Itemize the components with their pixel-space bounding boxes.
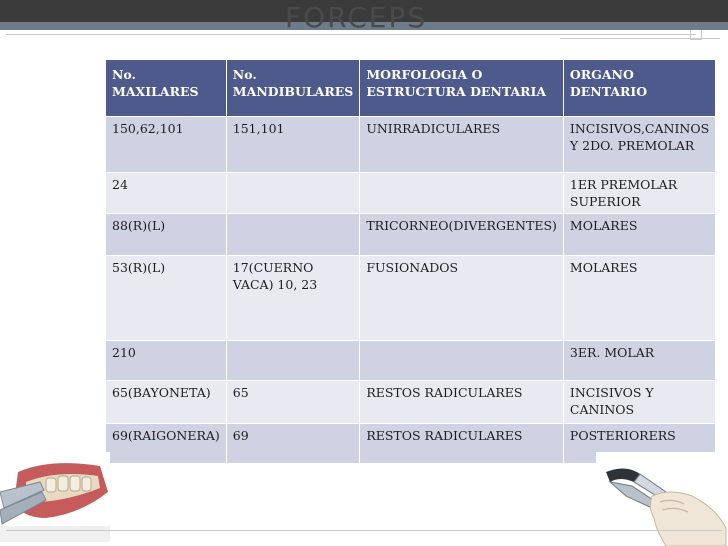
slide-title: FORCEPS bbox=[285, 1, 428, 34]
decorative-line bbox=[6, 34, 696, 35]
table-cell: 53(R)(L) bbox=[106, 255, 226, 340]
table-cell: 24 bbox=[106, 172, 226, 213]
table-row bbox=[106, 380, 716, 423]
table-cell bbox=[226, 340, 360, 380]
column-header-maxilares: No. MAXILARES bbox=[106, 60, 226, 116]
table-cell: FUSIONADOS bbox=[360, 255, 564, 340]
table-cell: INCISIVOS,CANINOS Y 2DO. PREMOLAR bbox=[563, 116, 715, 172]
table-cell: 150,62,101 bbox=[106, 116, 226, 172]
hand-with-forceps-image bbox=[596, 452, 728, 546]
table-cell: POSTERIORERS bbox=[563, 423, 715, 463]
column-header-organo: ORGANO DENTARIO bbox=[563, 60, 715, 116]
forceps-table bbox=[106, 60, 716, 464]
table-cell: 65(BAYONETA) bbox=[106, 380, 226, 423]
table-cell: MOLARES bbox=[563, 213, 715, 255]
table-row bbox=[106, 213, 716, 255]
table-row bbox=[106, 116, 716, 172]
table-cell bbox=[226, 172, 360, 213]
table-cell: 210 bbox=[106, 340, 226, 380]
column-header-morfologia: MORFOLOGIA O ESTRUCTURA DENTARIA bbox=[360, 60, 564, 116]
table-cell: 69(RAIGONERA) bbox=[106, 423, 226, 463]
table-cell: RESTOS RADICULARES bbox=[360, 423, 564, 463]
table-row bbox=[106, 255, 716, 340]
table-row bbox=[106, 340, 716, 380]
table-cell bbox=[360, 340, 564, 380]
table-cell: MOLARES bbox=[563, 255, 715, 340]
column-header-mandibulares: No. MANDIBULARES bbox=[226, 60, 360, 116]
table-header-row bbox=[106, 60, 716, 116]
decorative-line bbox=[6, 530, 722, 531]
table-cell: 65 bbox=[226, 380, 360, 423]
decorative-corner bbox=[690, 30, 702, 40]
table-cell bbox=[226, 213, 360, 255]
table-cell: 69 bbox=[226, 423, 360, 463]
forceps-extraction-image bbox=[0, 452, 110, 542]
table-row bbox=[106, 172, 716, 213]
table-cell: 1ER PREMOLAR SUPERIOR bbox=[563, 172, 715, 213]
table-cell: 151,101 bbox=[226, 116, 360, 172]
table-cell: 88(R)(L) bbox=[106, 213, 226, 255]
table-cell: 17(CUERNO VACA) 10, 23 bbox=[226, 255, 360, 340]
table-cell bbox=[360, 172, 564, 213]
table-cell: 3ER. MOLAR bbox=[563, 340, 715, 380]
table-cell: TRICORNEO(DIVERGENTES) bbox=[360, 213, 564, 255]
table-cell: INCISIVOS Y CANINOS bbox=[563, 380, 715, 423]
table-cell: UNIRRADICULARES bbox=[360, 116, 564, 172]
table-cell: RESTOS RADICULARES bbox=[360, 380, 564, 423]
